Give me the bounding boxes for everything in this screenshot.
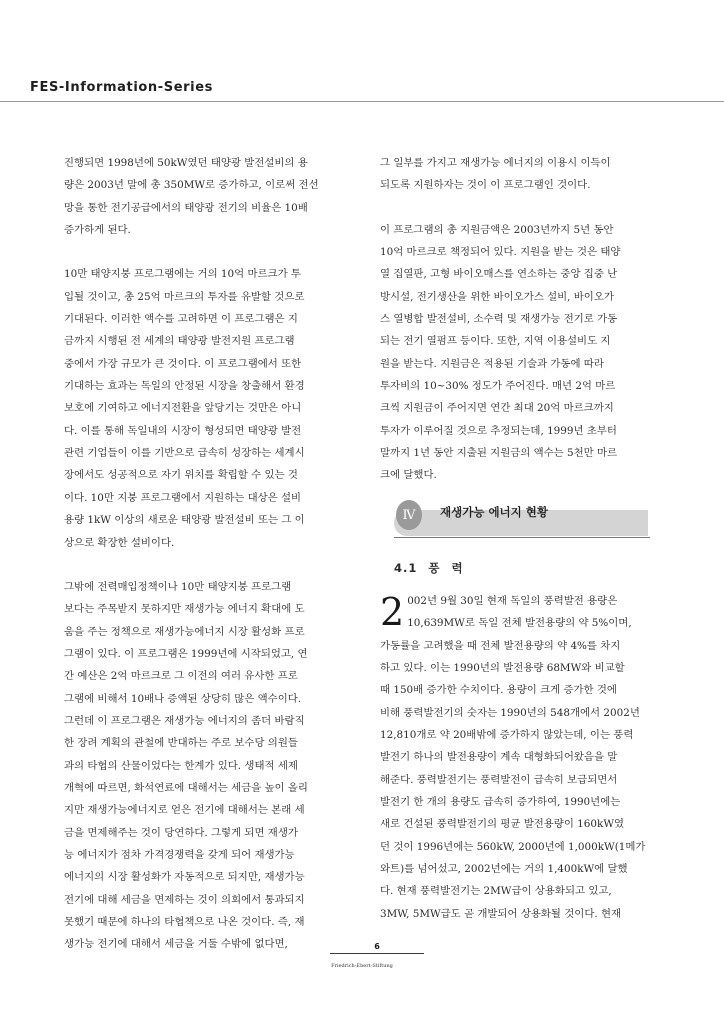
section-band-underline	[394, 537, 650, 538]
dropcap-paragraph	[380, 590, 666, 925]
dropcap-paragraph-text: 002년 9월 30일 현재 독일의 풍력발전 용량은 10,639MW로 독일 전체 발전용량의 약 5%이며, 가동률을 고려했을 때 전체 발전용량의 약 4%를 차지 하고 있다. 이는 1990년의 발전용량 68MW와 비교할 때 150배 증가한 수치이다. 용량이 크게 증가한 것에 비해 풍력발전기의 숫자는 1990년의 548개에서 2002년 12,810개로 약 20배밖에 증가하지 않았는데, 이는 풍력 발전기 하나의 발전용량이 계속 대형화되어왔음을 말 해준다. 풍력발전기는 풍력발전이 급속히 보급되면서 발전기 한 개의 용량도 급속히 증가하여, 1990년에는 새로 건설된 풍력발전기의 평균 발전용량이 160kW였 던 것이 1996년에는 560kW, 2000년에 1,000kW(1메가 와트)를 넘어섰고, 2002년에는 거의 1,400kW에 달했 다. 현재 풍력발전기는 2MW급이 상용화되고 있고, 3MW, 5MW급도 곧 개발되어 상용화될 것이다. 현재	[380, 595, 646, 920]
page-number: 6	[374, 942, 380, 951]
right-column	[380, 152, 666, 487]
footer-divider	[330, 953, 424, 954]
body-paragraph: 진행되면 1998년에 50kW였던 태양광 발전설비의 용 량은 2003년 말에 총 350MW로 증가하고, 이로써 전선 망을 통한 전기공급에서의 태양광 전기의 비율은 10배 증가하게 된다.	[64, 157, 319, 237]
left-column	[64, 152, 350, 956]
body-paragraph: 그밖에 전력매입정책이나 10만 태양지붕 프로그램 보다는 주목받지 못하지만 재생가능 에너지 확대에 도 움을 주는 정책으로 재생가능에너지 시장 활성화 프로 그램이 있다. 이 프로그램은 1999년에 시작되었고, 연 간 예산은 2억 마르크로 그 이전의 여러 유사한 프로 그램에 비해서 10배나 증액된 상당히 많은 액수이다. 그런데 이 프로그램은 재생가능 에너지의 좀더 바람직 한 장려 계획의 관철에 반대하는 주로 보수당 의원들 과의 타협의 산물이었다는 한계가 있다. 생태적 세제 개혁에 따르면, 화석연료에 대해서는 세금을 높이 올리 지만 재생가능에너지로 얻은 전기에 대해서는 본래 세 금을 면제해주는 것이 당연하다. 그렇게 되면 재생가 능 에너지가 점차 가격경쟁력을 갖게 되어 재생가능 에너지의 시장 활성화가 자동적으로 되지만, 재생가능 전기에 대해 세금을 면제하는 것이 의회에서 통과되지 못했기 때문에 하나의 타협책으로 나온 것이다. 즉, 재 생가능 전기에 대해서 세금을 거둘 수밖에 없다면,	[64, 580, 308, 951]
section-number-badge: Ⅳ	[396, 500, 422, 530]
paragraph-gap	[64, 241, 350, 263]
section-title: 재생가능 에너지 현황	[440, 505, 548, 519]
body-paragraph: 10만 태양지붕 프로그램에는 거의 10억 마르크가 투 입될 것이고, 총 25억 마르크의 투자를 유발할 것으로 기대된다. 이러한 액수를 고려하면 이 프로그램은 지 금까지 시행된 전 세계의 태양광 발전지원 프로그램 중에서 가장 규모가 큰 것이다. 이 프로그램에서 또한 기대하는 효과는 독일의 안정된 시장을 창출해서 환경 보호에 기여하고 에너지전환을 앞당기는 것만은 아니 다. 이를 통해 독일내의 시장이 형성되면 태양광 발전 관련 기업들이 이를 기반으로 급속히 성장하는 세계시 장에서도 성공적으로 자기 위치를 확립할 수 있는 것 이다. 10만 지붕 프로그램에서 지원하는 대상은 설비 용량 1kW 이상의 새로운 태양광 발전설비 또는 그 이 상으로 확장한 설비이다.	[64, 268, 305, 549]
header-divider	[0, 101, 724, 102]
body-paragraph: 이 프로그램의 총 지원금액은 2003년까지 5년 동안 10억 마르크로 책정되어 있다. 지원을 받는 것은 태양 열 집열판, 고형 바이오매스를 연소하는 중앙 집중 난 방시설, 전기생산을 위한 바이오가스 설비, 바이오가 스 열병합 발전설비, 소수력 및 재생가능 전기로 가동 되는 전기 열펌프 등이다. 또한, 지역 이용설비도 지 원을 받는다. 지원금은 적용된 기술과 가동에 따라 투자비의 10~30% 정도가 주어진다. 매년 2억 마르 크씩 지원금이 주어지면 연간 최대 20억 마르크까지 투자가 이루어질 것으로 추정되는데, 1999년 초부터 말까지 1년 동안 지출된 지원금의 액수는 5천만 마르 크에 달했다.	[380, 223, 621, 482]
body-paragraph: 그 일부를 가지고 재생가능 에너지의 이용시 이득이 되도록 지원하자는 것이 이 프로그램인 것이다.	[380, 157, 611, 192]
series-title: FES-Information-Series	[30, 80, 213, 95]
subsection-title: 4.1 풍 력	[394, 561, 464, 575]
paragraph-gap	[380, 197, 666, 219]
section-heading	[380, 498, 650, 538]
publisher-name: Friedrich-Ebert-Stiftung	[331, 963, 393, 969]
paragraph-gap	[64, 554, 350, 576]
drop-cap: 2	[380, 590, 405, 634]
